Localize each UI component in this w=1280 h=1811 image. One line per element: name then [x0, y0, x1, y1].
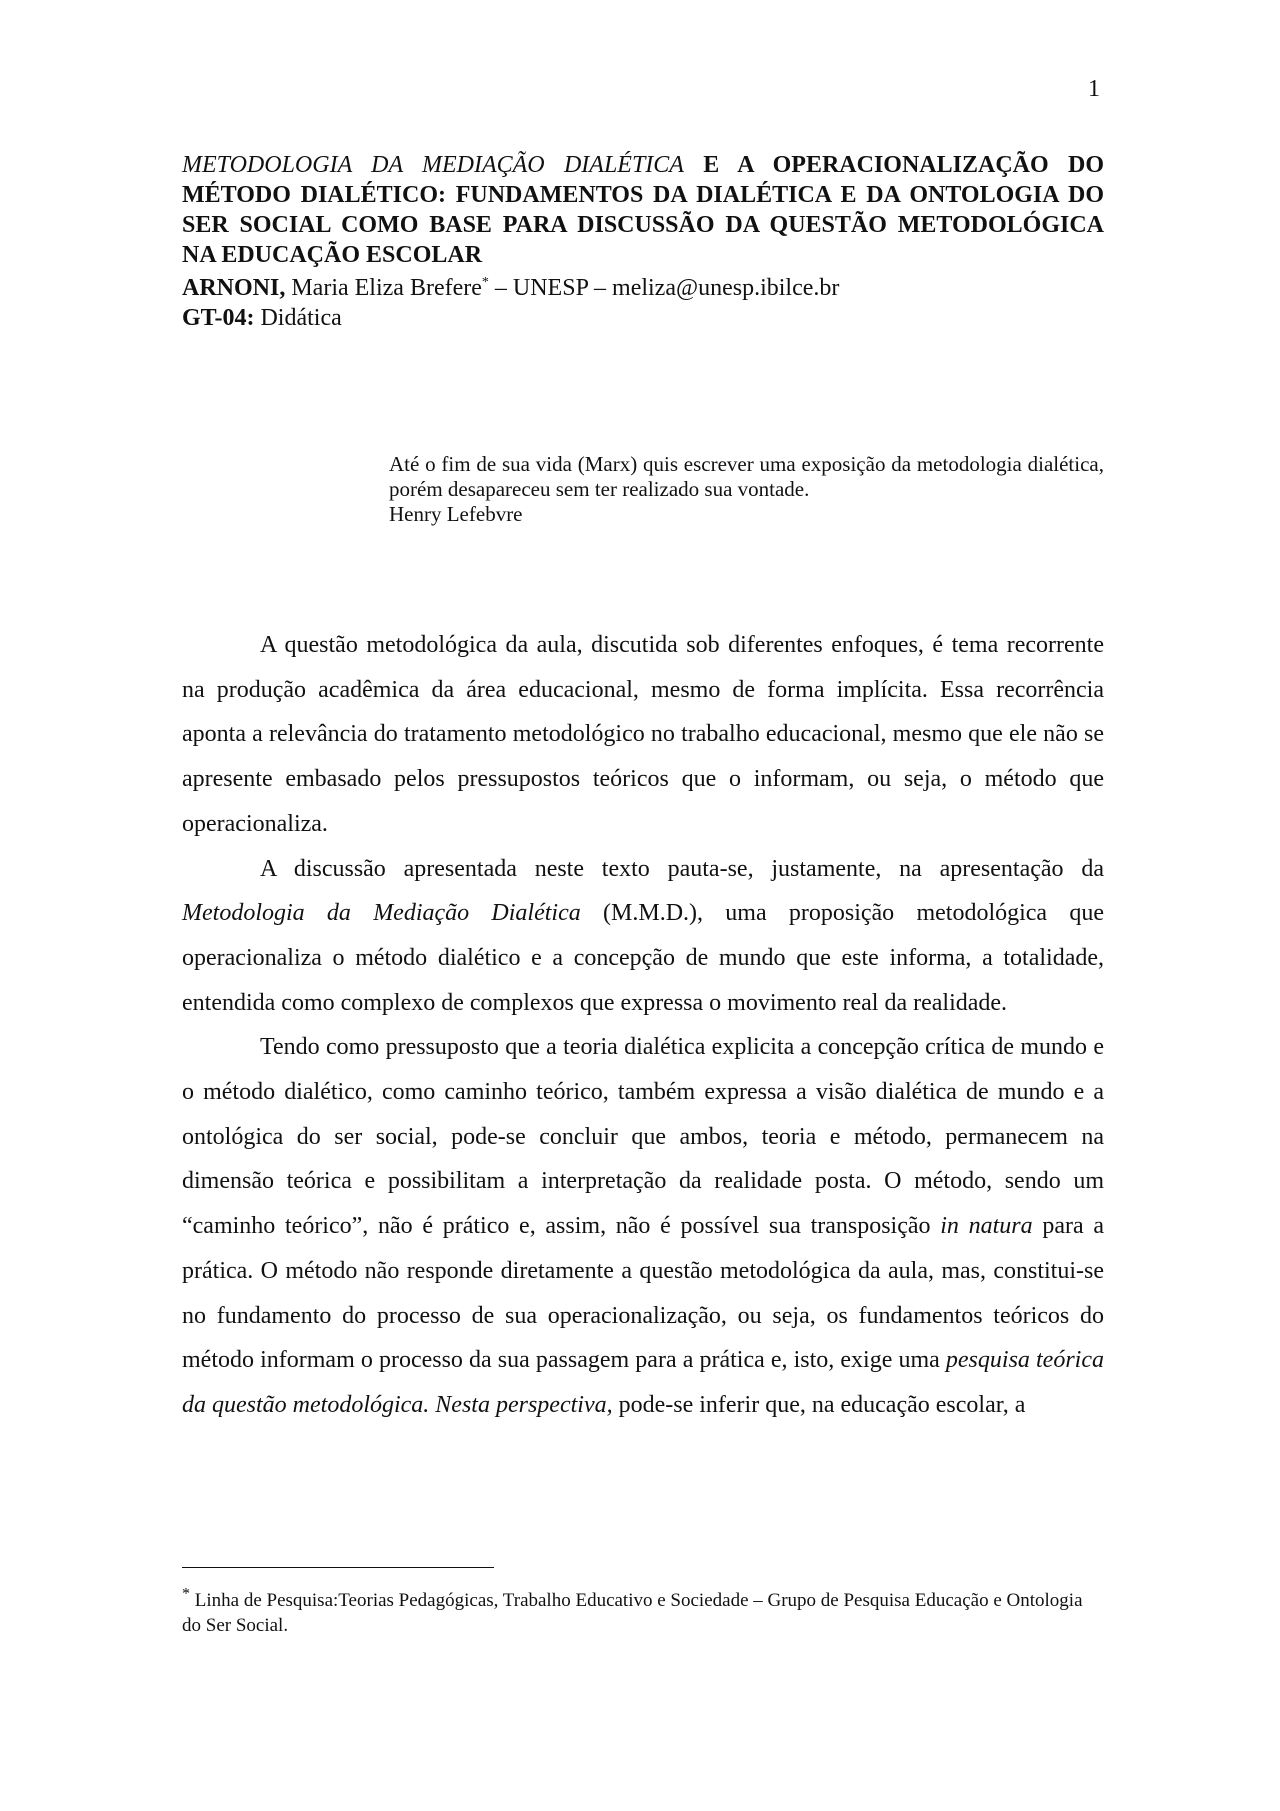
document-title: [182, 150, 1104, 270]
epigraph-author: Henry Lefebvre: [389, 502, 523, 526]
author-name: Maria Eliza Brefere: [285, 275, 482, 301]
epigraph-text: Até o fim de sua vida (Marx) quis escrever uma exposição da metodologia dialética, porém desapareceu sem ter realizado sua vontade.: [389, 452, 1104, 501]
working-group-line: [182, 303, 342, 333]
paragraph-3-italic-2: pesquisa teórica da questão metodológica. Nesta perspectiva,: [182, 1347, 1104, 1418]
footnote: [182, 1585, 1104, 1638]
title-rest: E A OPERACIONALIZAÇÃO DO MÉTODO DIALÉTICO: FUNDAMENTOS DA DIALÉTICA E DA ONTOLOGIA DO SER SOCIAL COMO BASE PARA DISCUSSÃO DA QUESTÃO METODOLÓGICA NA EDUCAÇÃO ESCOLAR: [182, 152, 1104, 268]
footnote-text: Linha de Pesquisa:Teorias Pedagógicas, Trabalho Educativo e Sociedade – Grupo de Pesquisa Educação e Ontologia do Ser Social.: [182, 1590, 1083, 1636]
author-footnote-mark: *: [481, 275, 489, 290]
author-line: [182, 273, 839, 303]
body-text: [182, 623, 1104, 1428]
paragraph-2-italic: Metodologia da Mediação Dialética: [182, 900, 581, 927]
paragraph-1: A questão metodológica da aula, discutida sob diferentes enfoques, é tema recorrente na produção acadêmica da área educacional, mesmo de forma implícita. Essa recorrência aponta a relevância do tratamento metodológico no trabalho educacional, mesmo que ele não se apresente embasado pelos pressupostos teóricos que o informam, ou seja, o método que operacionaliza.: [182, 632, 1104, 837]
title-italic-part: METODOLOGIA DA MEDIAÇÃO DIALÉTICA: [182, 152, 684, 178]
paragraph-2: [182, 847, 1104, 1026]
epigraph: [389, 452, 1104, 527]
paragraph-3: [182, 1025, 1104, 1427]
author-surname: ARNONI,: [182, 275, 286, 301]
paragraph-3-text-c: pode-se inferir que, na educação escolar, a: [612, 1391, 1026, 1418]
paragraph-2-text-b: (M.M.D.), uma proposição metodológica que operacionaliza o método dialético e a concepção de mundo que este informa, a totalidade, entendida como complexo de complexos que expressa o movimento real da realidade.: [182, 900, 1105, 1016]
paragraph-3-italic-1: in natura: [940, 1213, 1033, 1240]
footnote-separator: [182, 1567, 494, 1568]
paragraph-3-text-b: para a prática. O método não responde diretamente a questão metodológica da aula, mas, constitui-se no fundamento do processo de sua operacionalização, ou seja, os fundamentos teóricos do método informam o processo da sua passagem para a prática e, isto, exige uma: [182, 1213, 1105, 1374]
page-number: 1: [1088, 76, 1100, 102]
footnote-mark: *: [182, 1585, 190, 1603]
author-affiliation: – UNESP – meliza@unesp.ibilce.br: [488, 275, 840, 301]
paragraph-3-text-a: Tendo como pressuposto que a teoria dialética explicita a concepção crítica de mundo e o método dialético, como caminho teórico, também expressa a visão dialética de mundo e a ontológica do ser social, pode-se concluir que ambos, teoria e método, permanecem na dimensão teórica e possibilitam a interpretação da realidade posta. O método, sendo um “caminho teórico”, não é prático e, assim, não é possível sua transposição: [182, 1034, 1104, 1240]
paragraph-2-text-a: A discussão apresentada neste texto pauta-se, justamente, na apresentação da: [260, 855, 1104, 882]
gt-value: Didática: [254, 305, 342, 331]
gt-label: GT-04:: [182, 305, 255, 331]
